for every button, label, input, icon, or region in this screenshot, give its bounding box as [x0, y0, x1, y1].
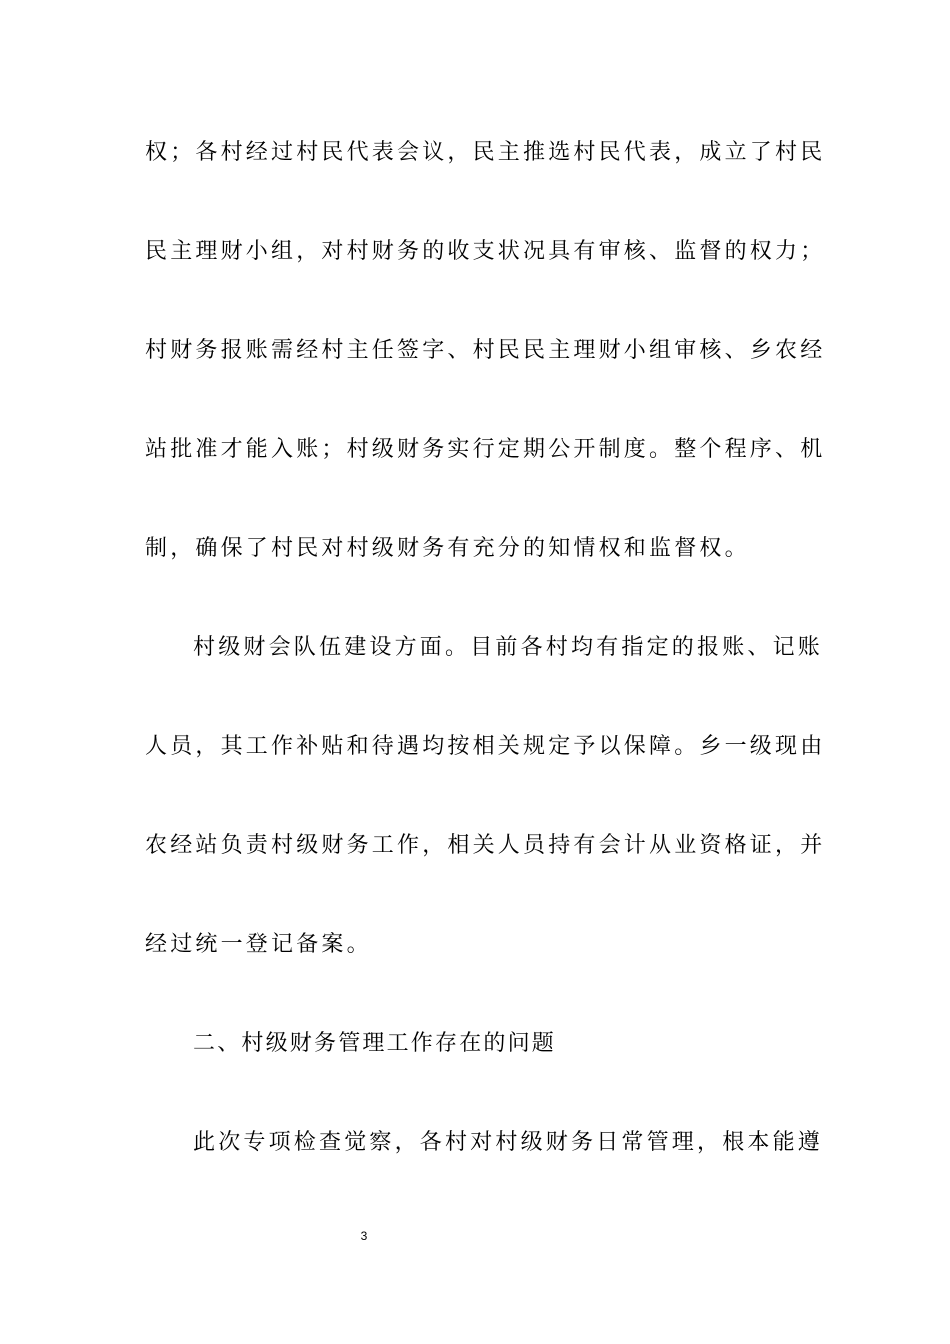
text-line: 制，确保了村民对村级财务有充分的知情权和监督权。 — [145, 536, 750, 561]
text-line: 村财务报账需经村主任签字、村民民主理财小组审核、乡农经 — [145, 338, 826, 363]
text-line: 人员，其工作补贴和待遇均按相关规定予以保障。乡一级现由 — [145, 734, 826, 759]
text-line: 民主理财小组，对村财务的收支状况具有审核、监督的权力； — [145, 239, 826, 264]
page-number: 3 — [360, 1229, 368, 1243]
paragraph-start-line: 此次专项检查觉察，各村对村级财务日常管理，根本能遵 — [193, 1130, 824, 1155]
text-line: 站批准才能入账；村级财务实行定期公开制度。整个程序、机 — [145, 437, 826, 462]
text-line: 农经站负责村级财务工作，相关人员持有会计从业资格证，并 — [145, 833, 826, 858]
text-line: 权；各村经过村民代表会议，民主推选村民代表，成立了村民 — [145, 140, 826, 165]
paragraph-start-line: 村级财会队伍建设方面。目前各村均有指定的报账、记账 — [193, 635, 824, 660]
text-line: 经过统一登记备案。 — [145, 932, 372, 957]
section-heading: 二、村级财务管理工作存在的问题 — [193, 1031, 557, 1056]
